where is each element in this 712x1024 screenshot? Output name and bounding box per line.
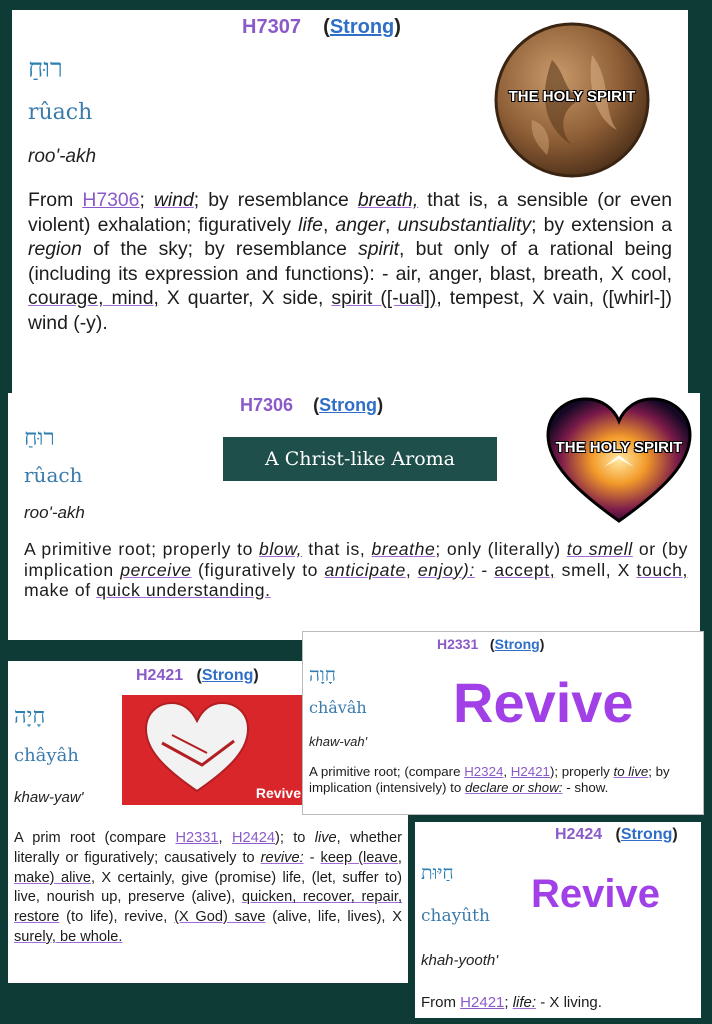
entry-header: H7307 (Strong) [242, 16, 401, 38]
ref-link-h2424[interactable]: H2424 [231, 830, 275, 846]
strong-link[interactable]: Strong [329, 16, 395, 38]
pronunciation: roo'-akh [24, 503, 85, 522]
aroma-banner: A Christ-like Aroma [223, 437, 497, 481]
definition-text: From H7306; wind; by resemblance breath, that is, a sensible (or even violent) exhalation; figuratively life, anger, unsubstantiality; by extension a region of the sky; by resemblance spirit, but only of a rational being (including its expression and functions): - air, anger, blast, breath, X cool, courage, mind, X quarter, X side, spirit ([-ual]), tempest, X vain, ([whirl-]) wind (-y). [28, 189, 673, 334]
strong-number: H7306 [240, 395, 294, 415]
revive-title: Revive [453, 671, 634, 734]
image-caption: Revive [255, 785, 301, 801]
hebrew-word: רוּחַ [24, 425, 55, 451]
strong-link[interactable]: Strong [319, 395, 378, 415]
transliteration: chayûth [421, 906, 490, 926]
ref-link-h2421[interactable]: H2421 [510, 764, 550, 779]
transliteration: châvâh [309, 698, 367, 717]
strong-link[interactable]: Strong [620, 826, 673, 843]
hebrew-word: חָוָה [309, 664, 337, 686]
entry-card-h2331 [302, 631, 704, 815]
pronunciation: khah-yooth' [421, 952, 499, 969]
hebrew-word: רוּחַ [28, 54, 63, 84]
ref-link-h2324[interactable]: H2324 [464, 764, 504, 779]
entry-header: H2424 (Strong) [555, 826, 678, 843]
ref-link-h2331[interactable]: H2331 [175, 830, 219, 846]
entry-header: H2421 (Strong) [136, 667, 259, 684]
definition-text: A prim root (compare H2331, H2424); to live, whether literally or figuratively; causatively to revive: - keep (leave, make) alive, X certainly, give (promise) life, (let, suffer to) live, nourish up, preserve (alive), quicken, recover, repair, restore (to life), revive, (X God) save (alive, life, lives), X surely, be whole. [14, 830, 403, 945]
medallion-caption: THE HOLY SPIRIT [508, 88, 636, 105]
strong-number: H2331 [437, 636, 479, 652]
entry-card-h2424 [415, 822, 701, 1018]
entry-header: H2331 (Strong) [437, 636, 545, 652]
transliteration: châyâh [14, 745, 79, 766]
entry-card-h7307 [12, 10, 688, 393]
definition-text: From H2421; life: - X living. [421, 994, 602, 1011]
ref-link-h7306[interactable]: H7306 [82, 189, 140, 211]
strong-number: H2424 [555, 826, 603, 843]
hebrew-word: חַיּוּת [421, 862, 454, 884]
transliteration: rûach [28, 100, 93, 125]
ref-link-h2421[interactable]: H2421 [460, 994, 505, 1011]
entry-header: H7306 (Strong) [240, 395, 384, 415]
pronunciation: roo'-akh [28, 146, 97, 167]
transliteration: rûach [24, 463, 83, 487]
strong-link[interactable]: Strong [494, 636, 540, 652]
hebrew-word: חָיָה [14, 704, 46, 729]
holy-spirit-heart-icon [544, 397, 694, 525]
revive-heart-image [122, 695, 305, 805]
definition-text: A primitive root; properly to blow, that is, breathe; only (literally) to smell or (by implication perceive (figuratively to anticipate, enjoy): - accept, smell, X touch, make of quick understanding. [24, 539, 689, 600]
pronunciation: khaw-yaw' [14, 789, 84, 806]
heart-caption: THE HOLY SPIRIT [555, 439, 683, 456]
strong-number: H2421 [136, 667, 184, 684]
entry-card-h7306 [8, 393, 700, 640]
revive-title: Revive [531, 872, 660, 916]
strong-link[interactable]: Strong [201, 667, 254, 684]
pronunciation: khaw-vah' [309, 734, 368, 749]
strong-number: H7307 [242, 16, 301, 38]
definition-text: A primitive root; (compare H2324, H2421); properly to live; by implication (intensively) to declare or show: - show. [309, 764, 670, 796]
